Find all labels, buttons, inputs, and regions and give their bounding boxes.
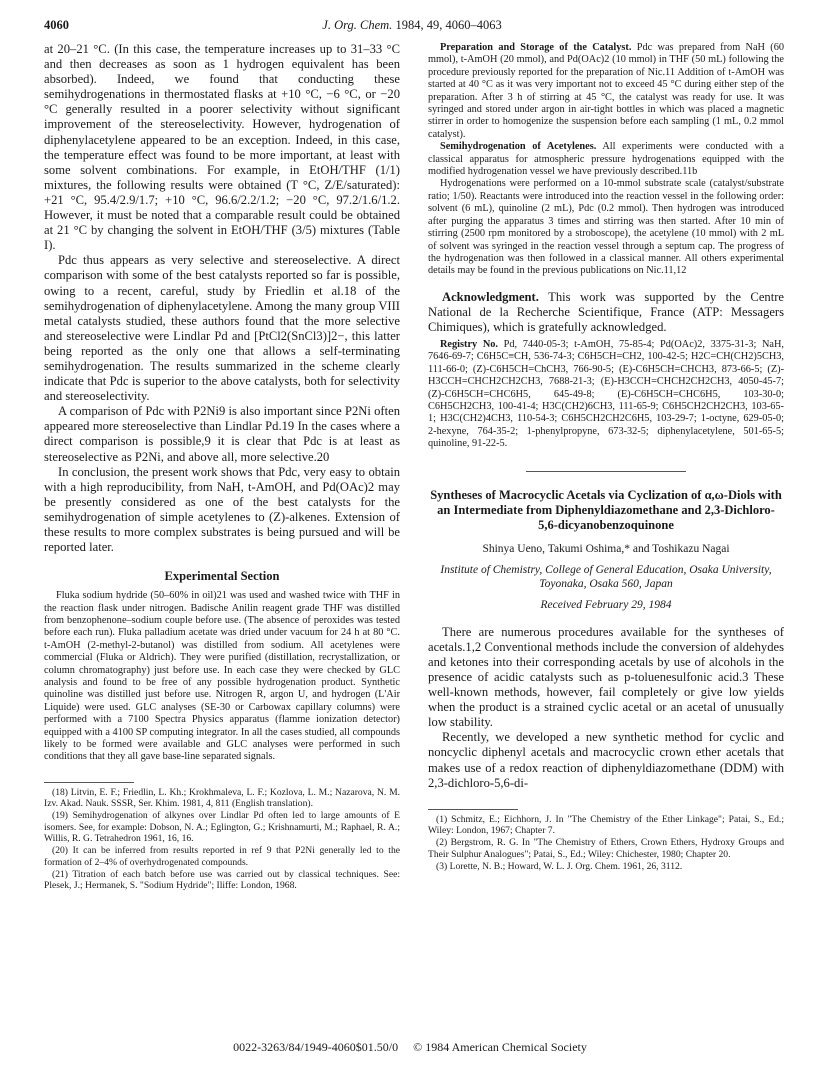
semihydrogenation-lead: Semihydrogenation of Acetylenes. — [440, 141, 597, 153]
body-paragraph: A comparison of Pdc with P2Ni9 is also important since P2Ni often appeared more stereoselective than Lindlar Pd.19 In the cases where a direct comparison is possible,9 it is clear that Pdc is at least as stereoselective as P2Ni, and above all, more selective.20 — [44, 404, 400, 464]
body-paragraph: In conclusion, the present work shows that Pdc, very easy to obtain with a high reproducibility, from NaH, t-AmOH, and Pd(OAc)2 may be presently considered as one of the best catalysts for the semihydrogenation of simple acetylenes to (Z)-alkenes. Extension of these results to more complex substrates is being pursued and will be reported later. — [44, 464, 400, 555]
volume-info: 1984, 49, 4060–4063 — [395, 18, 502, 32]
hydrogenation-paragraph: Hydrogenations were performed on a 10-mmol substrate scale (catalyst/substrate ratio; 1/50). Reactants were introduced into the reaction vessel in the following order: solvent (6 mL), quinoline (2 mL), Pdc (0.2 mmol). Then hydrogen was introduced after purging the apparatus 3 times and stirring was then started. After 10 min of stirring (2500 rpm monitored by a stroboscope), the acetylene (10 mmol) with 2 mL of solvent was syringed in the reaction vessel through a septum cap. The progress of the hydrogenation was then followed in a classical manner. All others experimental details may be found in the previous publications on Nic.11,12 — [428, 178, 784, 277]
issn-code: 0022-3263/84/1949-4060$01.50/0 — [233, 1040, 399, 1054]
article-affiliation: Institute of Chemistry, College of General Education, Osaka University, Toyonaka, Osaka 560, Japan — [440, 563, 772, 590]
section-heading: Experimental Section — [164, 569, 280, 584]
footnote: (1) Schmitz, E.; Eichhorn, J. In "The Chemistry of the Ether Linkage"; Patai, S., Ed.; Wiley: London, 1967; Chapter 7. — [428, 813, 784, 836]
received-date: Received February 29, 1984 — [540, 598, 672, 611]
left-column — [44, 42, 400, 893]
acknowledgment-text: This work was supported by the Centre National de la Recherche Scientifique, France (ATP: Messagers Chimiques), which is gratefully acknowledged. — [428, 289, 784, 334]
registry-lead: Registry No. — [440, 339, 498, 350]
registry-text: Pd, 7440-05-3; t-AmOH, 75-85-4; Pd(OAc)2, 3375-31-3; NaH, 7646-69-7; C6H5C≡CH, 536-74-3; C6H5CH=CH2, 100-42-5; H2C=CH(CH2)5CH3, 111-66-0; (Z)-C6H5CH=ChCH3, 766-90-5; (E)-C6H5CH=CHCH3, 873-66-5; (Z)-H3CCH=CHCH2CH2CH3, 7688-21-3; (E)-H3CCH=CHCH2CH2CH3, 4050-45-7; (Z)-C6H5CH=CHC6H5, 645-49-8; (E)-C6H5CH=CHC6H5, 103-30-0; C6H5CH2CH3, 100-41-4; H3C(CH2)6CH3, 111-65-9; C6H5CH2CH2CH3, 103-65-1; H3C(CH2)4CH3, 110-54-3; C6H5CH2CH2C6H5, 103-29-7; 1-octyne, 629-05-0; 2-hexyne, 764-35-2; 1-phenylpropyne, 673-32-5; diphenylacetylene, 501-65-5; quinoline, 91-22-5. — [428, 339, 785, 450]
journal-citation — [44, 18, 780, 33]
footnote: (18) Litvin, E. F.; Friedlin, L. Kh.; Krokhmaleva, L. F.; Kozlova, L. M.; Nazarova, N. M. Izv. Akad. Nauk. SSSR, Ser. Khim. 1981, 4, 811 (English translation). — [44, 786, 400, 810]
footnote: (21) Titration of each batch before use was carried out by classical techniques. See: Plesek, J.; Hermanek, S. "Sodium Hydride"; Iliffe: London, 1968. — [44, 868, 400, 892]
footnote: (2) Bergstrom, R. G. In "The Chemistry of Ethers, Crown Ethers, Hydroxy Groups and Their Sulphur Analogues"; Patai, S., Ed.; Wiley: Chichester, 1980; Chapter 20. — [428, 837, 784, 860]
page-footer — [0, 1040, 820, 1055]
acknowledgment — [428, 290, 784, 335]
semihydrogenation-paragraph — [428, 141, 784, 178]
semihydrogenation-text: All experiments were conducted with a classical apparatus for atmospheric pressure hydrogenations equipped with the modified hydrogenation vessel we have previously described.11b — [428, 141, 784, 178]
article-authors: Shinya Ueno, Takumi Oshima,* and Toshikazu Nagai — [482, 542, 730, 555]
article-divider — [526, 471, 686, 472]
footnote: (20) It can be inferred from results reported in ref 9 that P2Ni generally led to the formation of 2–4% of overhydrogenated compounds. — [44, 845, 400, 868]
intro-paragraph: Recently, we developed a new synthetic method for cyclic and noncyclic diphenyl acetals and macrocyclic crown ether acetals that makes use of a redox reaction of diphenyldiazomethane (DDM) with 2,3-dichloro-5,6-di- — [428, 730, 784, 790]
page-header — [44, 18, 780, 36]
article-title: Syntheses of Macrocyclic Acetals via Cyclization of α,ω-Diols with an Intermediate from Diphenyldiazomethane and 2,3-Dichloro-5,6-dicyanobenzoquinone — [430, 487, 782, 532]
body-paragraph: at 20–21 °C. (In this case, the temperature increases up to 31–33 °C and then decreases as soon as 1 hydrogen equivalent has been absorbed). Indeed, we found that conducting these semihydrogenations in thermostated flasks at +10 °C, −6 °C, or −20 °C generally resulted in a poorer selectivity without significant improvement of the stereoselectivity. However, hydrogenation of diphenylacetylene appeared to be an exception. Indeed, in this case, the temperature effect was found to be more important, at least with some solvent combinations. For example, in EtOH/THF (1/1) mixtures, the following results were obtained (T °C, Z/E/saturated): +21 °C, 95.4/2.9/1.7; +10 °C, 96.6/2.2/1.2; −20 °C, 97.2/1.6/1.2. However, it must be noted that a comparable result could be obtained at 21 °C by changing the solvent in EtOH/THF (3/5) mixtures (Table I). — [44, 42, 400, 253]
footnote-rule — [428, 809, 518, 810]
intro-paragraph: There are numerous procedures available for the syntheses of acetals.1,2 Conventional methods include the conversion of aldehydes and ketones into their corresponding acetals by use of alcohols in the presence of acidic catalysts such as p-toluenesulfonic acid.3 These well-known methods, however, fail completely or give low yields when the product is a strained cyclic acetal or an acetal of unusually low stability. — [428, 624, 784, 730]
page-number: 4060 — [44, 18, 69, 32]
registry-numbers — [428, 339, 784, 451]
right-column — [428, 42, 784, 873]
preparation-text: Pdc was prepared from NaH (60 mmol), t-AmOH (20 mmol), and Pd(OAc)2 (10 mmol) in THF (50 mL) following the procedure previously reported for the preparation of Nic.11 Addition of t-AmOH was started at 40 °C as it was very important not to exceed 45 °C during either step of the preparation. After 3 h of stirring at 45 °C, the catalyst was ready for use. It was syringed and stored under argon in air-tight bottles in which was placed a magnetic stirrer in order to homogenize the suspension before each sampling (1 mL, 0.2 mmol catalyst). — [428, 42, 785, 140]
copyright: © 1984 American Chemical Society — [413, 1040, 587, 1054]
journal-name: J. Org. Chem. — [322, 18, 393, 32]
experimental-paragraph: Fluka sodium hydride (50–60% in oil)21 was used and washed twice with THF in the reaction flask under nitrogen. Badische Anilin reagent grade THF was distilled from benzophenone–sodium couple before use. (The absence of peroxides was tested before each run). Fluka palladium acetate was dried under vacuum for 24 h at 80 °C. t-AmOH (2-methyl-2-butanol) was distilled from sodium. All acetylenes were commercial (Fluka or Aldrich). They were purified (distillation, recrystallization, or column chromatography) just before use. In each case they were checked by GLC analysis and found to be free of any possible hydrogenation product. Synthetic quinoline was distilled just before use. Nitrogen R, argon U, and hydrogen (L'Air Liquide) were used. GLC analyses (SE-30 or Carbowax capillary columns) were performed with a 7100 Spectra Physics apparatus (flamme ionization detector) equipped with a 4100 SP computing integrator. In all the cases studied, all compounds likely to be formed were available and GLC analyses were performed in such conditions that they all gave base-line separated signals. — [44, 590, 400, 763]
footnote: (19) Semihydrogenation of alkynes over Lindlar Pd often led to large amounts of E isomers. See, for example: Dobson, N. A.; Eglington, G.; Krishnamurti, M.; Raphael, R. A.; Willis, R. G. Tetrahedron 1961, 16, 16. — [44, 810, 400, 845]
footnote-rule — [44, 782, 134, 783]
footnote: (3) Lorette, N. B.; Howard, W. L. J. Org. Chem. 1961, 26, 3112. — [436, 860, 683, 872]
acknowledgment-lead: Acknowledgment. — [442, 289, 539, 304]
preparation-lead: Preparation and Storage of the Catalyst. — [440, 42, 632, 53]
body-paragraph: Pdc thus appears as very selective and stereoselective. A direct comparison with some of the best catalysts reported so far is possible, owing to a recent, careful, study by Friedlin et al.18 of the semihydrogenation of diphenylacetylene. Among the many group VIII metal catalysts studied, these authors found that the more selective and stereoselective were Lindlar Pd and [PtCl2(SnCl3)]2−, this latter being reported as the only one that allows a self-terminating semihydrogenation. The results summarized in the scheme clearly indicate that Pdc is superior to the above catalysts, both for selectivity and stereoselectivity. — [44, 253, 400, 404]
preparation-paragraph — [428, 42, 784, 141]
